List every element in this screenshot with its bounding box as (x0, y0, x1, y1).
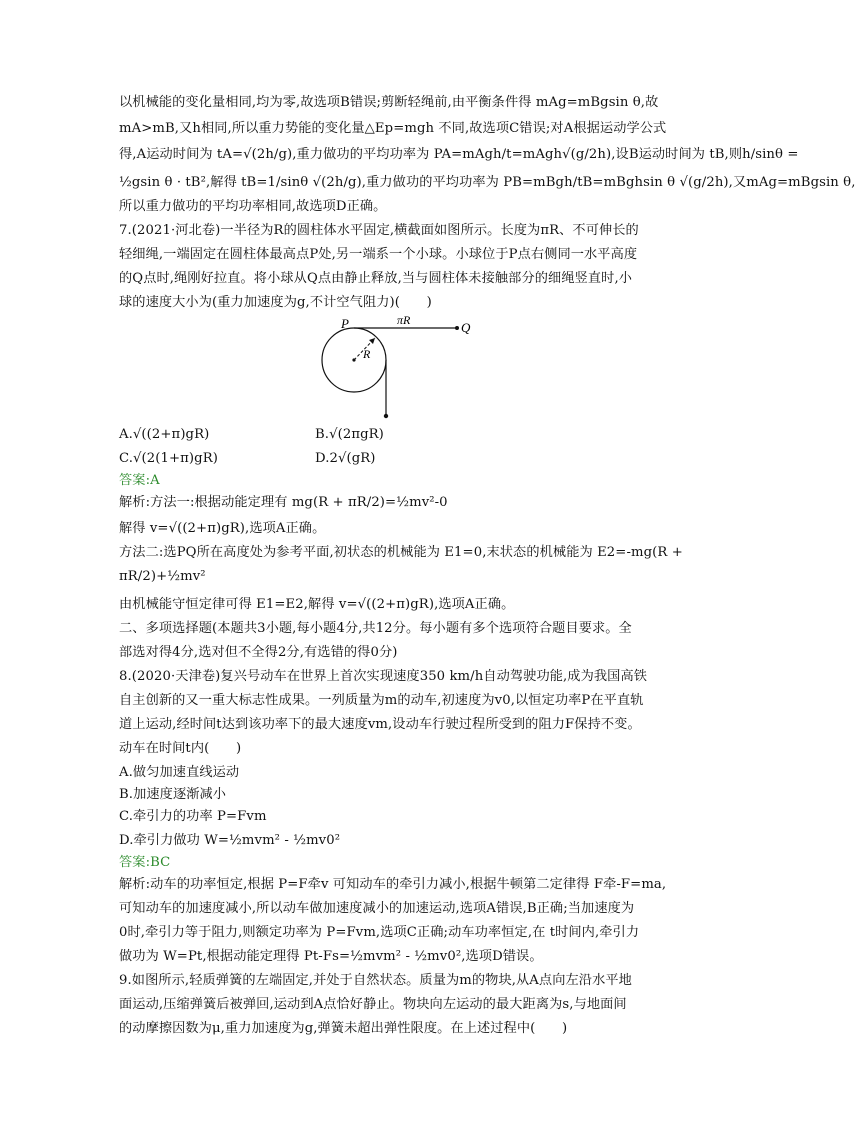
option-C: C.牵引力的功率 P=Fvm (119, 809, 267, 824)
cylinder-figure (317, 313, 497, 422)
analysis-8: 做功为 W=Pt,根据动能定理得 Pt-Fs=½mvm² - ½mv0²,选项D错误。 (119, 949, 543, 964)
analysis-8: 0时,牵引力等于阻力,则额定功率为 P=Fvm,选项C正确;动车功率恒定,在 t时间内,牵引力 (119, 925, 640, 940)
section-heading: 二、多项选择题(本题共3小题,每小题4分,共12分。每小题有多个选项符合题目要求。全 (119, 621, 632, 636)
option-C: C.√(2(1+π)gR) (119, 451, 218, 466)
question-7-stem: 的Q点时,绳刚好拉直。将小球从Q点由静止释放,当与圆柱体未接触部分的细绳竖直时,小 (119, 271, 633, 286)
option-A: A.做匀加速直线运动 (119, 765, 240, 780)
option-D: D.牵引力做功 W=½mvm² - ½mv0² (119, 833, 341, 848)
question-9-stem: 面运动,压缩弹簧后被弹回,运动到A点恰好静止。物块向左运动的最大距离为s,与地面间 (119, 997, 627, 1012)
analysis-8: 解析:动车的功率恒定,根据 P=F牵v 可知动车的牵引力减小,根据牛顿第二定律得 F牵-F=ma, (119, 877, 667, 892)
label-piR: πR (397, 313, 411, 327)
analysis-7: 由机械能守恒定律可得 E1=E2,解得 v=√((2+π)gR),选项A正确。 (119, 597, 515, 612)
analysis-7: 方法二:选PQ所在高度处为参考平面,初状态的机械能为 E1=0,末状态的机械能为 E2=-mg(R + (119, 545, 683, 560)
option-A: A.√((2+π)gR) (119, 427, 210, 442)
text-line: 得,A运动时间为 tA=√(2h/g),重力做功的平均功率为 PA=mAgh/t=mAgh√(g/2h),设B运动时间为 tB,则h/sinθ = (119, 147, 799, 162)
question-7-stem: 轻细绳,一端固定在圆柱体最高点P处,另一端系一个小球。小球位于P点右侧同一水平高度 (119, 247, 638, 262)
ball-bottom (384, 414, 388, 418)
answer-7: 答案:A (119, 473, 160, 488)
text-line: 所以重力做功的平均功率相同,故选项D正确。 (119, 199, 387, 214)
analysis-7: 解析:方法一:根据动能定理有 mg(R + πR/2)=½mv²-0 (119, 495, 448, 510)
question-9-stem: 9.如图所示,轻质弹簧的左端固定,并处于自然状态。质量为m的物块,从A点向左沿水平地 (119, 973, 632, 988)
question-7-stem: 球的速度大小为(重力加速度为g,不计空气阻力)( ) (119, 295, 432, 310)
question-9-stem: 的动摩擦因数为μ,重力加速度为g,弹簧未超出弹性限度。在上述过程中( ) (119, 1021, 568, 1036)
ball-Q (455, 326, 459, 330)
question-8-stem: 道上运动,经时间t达到该功率下的最大速度vm,设动车行驶过程所受到的阻力F保持不变。 (119, 717, 641, 732)
analysis-7: 解得 v=√((2+π)gR),选项A正确。 (119, 521, 326, 536)
analysis-8: 可知动车的加速度减小,所以动车做加速度减小的加速运动,选项A错误,B正确;当加速度为 (119, 901, 635, 916)
label-R: R (363, 347, 371, 361)
text-line: 以机械能的变化量相同,均为零,故选项B错误;剪断轻绳前,由平衡条件得 mAg=mBgsin θ,故 (119, 95, 659, 110)
label-Q: Q (461, 320, 471, 335)
analysis-7: πR/2)+½mv² (119, 569, 206, 584)
question-7-stem: 7.(2021·河北卷)一半径为R的圆柱体水平固定,横截面如图所示。长度为πR、不可伸长的 (119, 223, 639, 238)
answer-8: 答案:BC (119, 855, 171, 870)
question-8-stem: 8.(2020·天津卷)复兴号动车在世界上首次实现速度350 km/h自动驾驶功能,成为我国高铁 (119, 669, 648, 684)
text-line: mA>mB,又h相同,所以重力势能的变化量△Ep=mgh 不同,故选项C错误;对A根据运动学公式 (119, 121, 667, 136)
question-8-stem: 自主创新的又一重大标志性成果。一列质量为m的动车,初速度为v0,以恒定功率P在平直轨 (119, 693, 644, 708)
option-D: D.2√(gR) (315, 451, 376, 466)
question-8-stem: 动车在时间t内( ) (119, 741, 242, 756)
section-heading: 部选对得4分,选对但不全得2分,有选错的得0分) (119, 645, 398, 660)
option-B: B.加速度逐渐减小 (119, 787, 227, 802)
option-B: B.√(2πgR) (315, 427, 384, 442)
text-line: ½gsin θ · tB²,解得 tB=1/sinθ √(2h/g),重力做功的平均功率为 PB=mBgh/tB=mBghsin θ √(g/2h),又mAg=mBgsin θ, (119, 175, 856, 190)
label-P: P (341, 316, 349, 331)
